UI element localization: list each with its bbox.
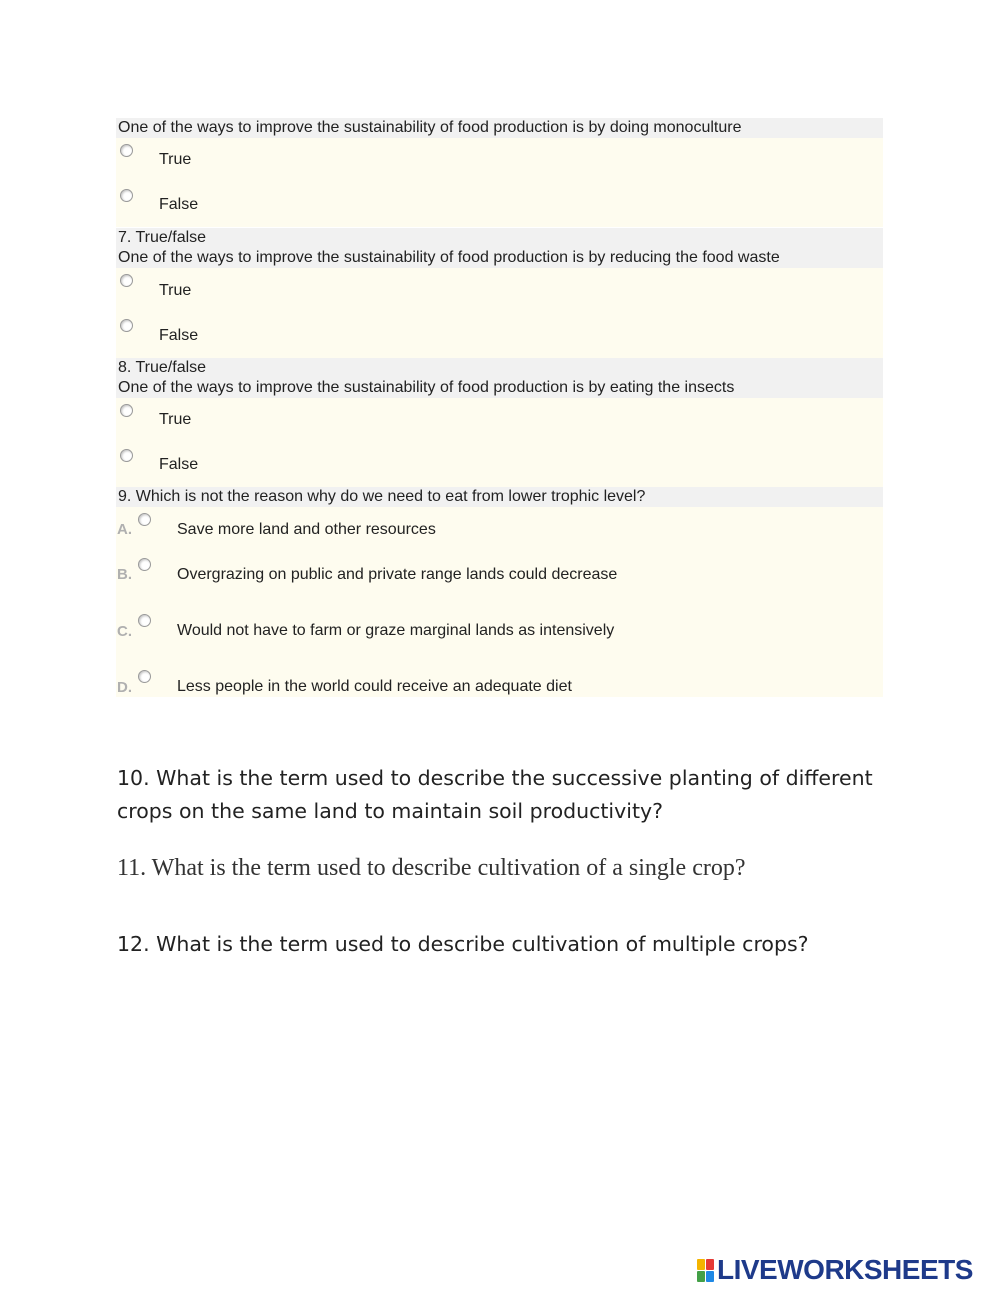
radio-button[interactable] — [138, 670, 151, 683]
question-6 — [116, 118, 883, 227]
option-row[interactable] — [116, 507, 883, 552]
option-row[interactable] — [116, 664, 883, 697]
radio-button[interactable] — [120, 274, 133, 287]
radio-button[interactable] — [138, 614, 151, 627]
question-10: 10. What is the term used to describe the successive planting of different crops on the same land to maintain soil productivity? — [117, 766, 873, 823]
radio-button[interactable] — [120, 404, 133, 417]
option-label: True — [159, 151, 192, 168]
option-letter: D. — [117, 679, 132, 696]
option-row[interactable] — [116, 313, 883, 358]
question-11: 11. What is the term used to describe cultivation of a single crop? — [117, 855, 746, 881]
question-9-text: 9. Which is not the reason why do we need to eat from lower trophic level? — [116, 487, 883, 507]
option-label: True — [159, 411, 192, 428]
option-row[interactable] — [116, 608, 883, 664]
question-7-options — [116, 268, 883, 358]
logo-square-icon — [697, 1271, 705, 1282]
logo-text: LIVEWORKSHEETS — [717, 1254, 973, 1285]
question-8-number: 8. True/false — [116, 358, 883, 378]
option-row[interactable] — [116, 443, 883, 488]
option-label: True — [159, 282, 192, 299]
question-8 — [116, 358, 883, 488]
option-row[interactable] — [116, 268, 883, 313]
radio-button[interactable] — [120, 144, 133, 157]
question-6-options — [116, 138, 883, 227]
question-7-text: One of the ways to improve the sustainability of food production is by reducing the food waste — [116, 248, 883, 268]
option-row[interactable] — [116, 183, 883, 227]
option-label: False — [159, 327, 199, 344]
question-7 — [116, 228, 883, 358]
question-6-text: One of the ways to improve the sustainability of food production is by doing monoculture — [116, 118, 883, 138]
logo-mark-icon — [697, 1259, 714, 1282]
logo-square-icon — [706, 1271, 714, 1282]
option-label: Less people in the world could receive an adequate diet — [177, 678, 572, 695]
option-label: Overgrazing on public and private range lands could decrease — [177, 566, 618, 583]
option-label: False — [159, 456, 199, 473]
liveworksheets-logo — [697, 1255, 973, 1285]
option-letter: B. — [117, 566, 132, 583]
question-7-number: 7. True/false — [116, 228, 883, 248]
logo-square-icon — [697, 1259, 705, 1270]
radio-button[interactable] — [120, 189, 133, 202]
radio-button[interactable] — [120, 319, 133, 332]
option-label: Save more land and other resources — [177, 521, 436, 538]
question-12: 12. What is the term used to describe cultivation of multiple crops? — [117, 932, 809, 956]
option-row[interactable] — [116, 138, 883, 183]
question-9 — [116, 487, 883, 697]
option-letter: C. — [117, 623, 132, 640]
question-8-options — [116, 398, 883, 488]
option-label: Would not have to farm or graze marginal lands as intensively — [177, 622, 615, 639]
question-8-text: One of the ways to improve the sustainability of food production is by eating the insects — [116, 378, 883, 398]
option-label: False — [159, 196, 199, 213]
option-row[interactable] — [116, 398, 883, 443]
radio-button[interactable] — [138, 558, 151, 571]
question-9-options — [116, 507, 883, 697]
logo-square-icon — [706, 1259, 714, 1270]
radio-button[interactable] — [120, 449, 133, 462]
option-letter: A. — [117, 521, 132, 538]
option-row[interactable] — [116, 552, 883, 608]
radio-button[interactable] — [138, 513, 151, 526]
